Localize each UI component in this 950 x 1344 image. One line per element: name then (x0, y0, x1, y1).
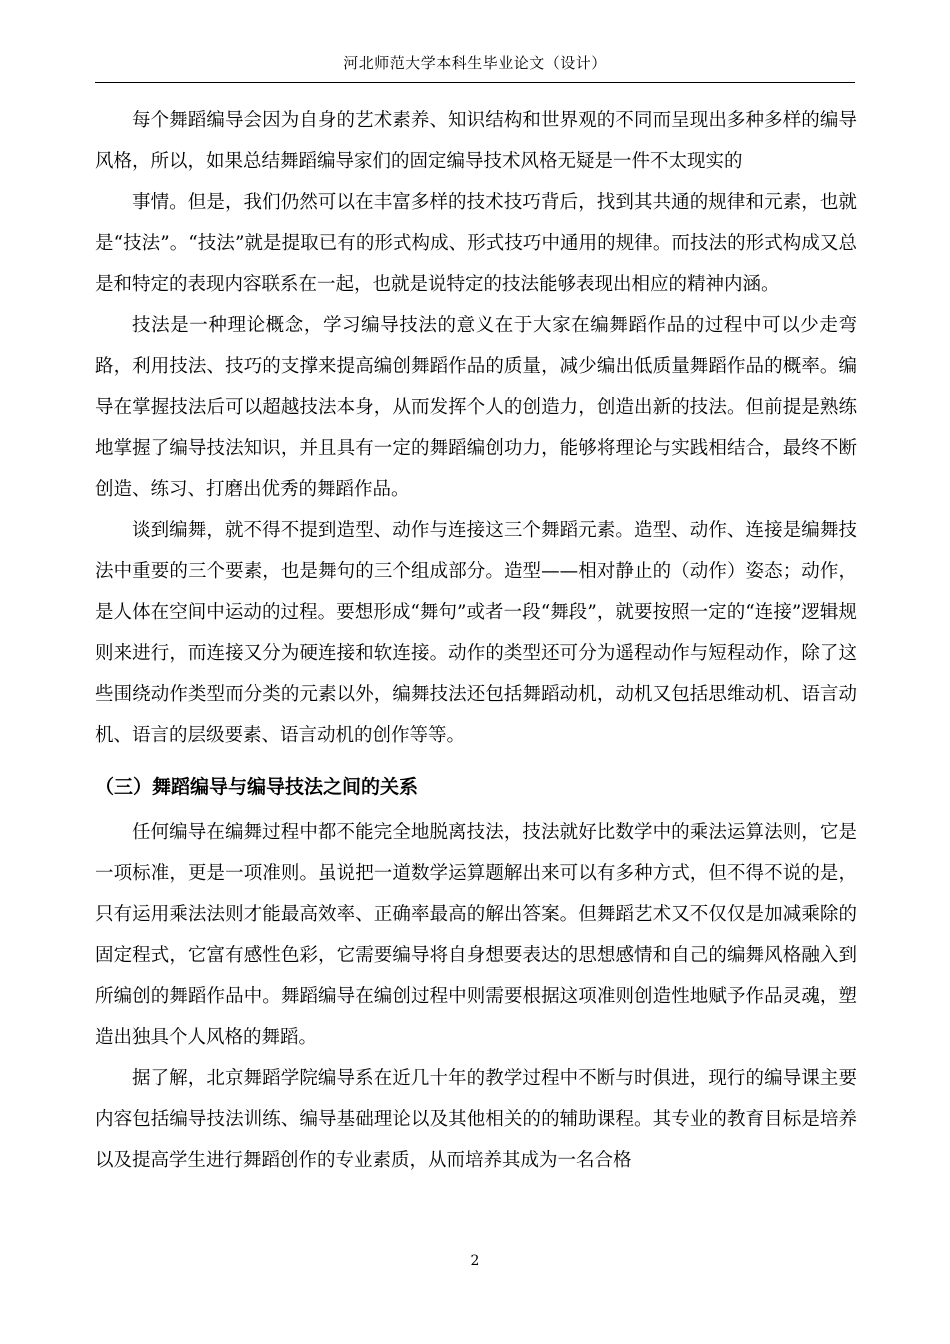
header-divider (95, 82, 855, 83)
paragraph: 技法是一种理论概念，学习编导技法的意义在于大家在编舞蹈作品的过程中可以少走弯路，利用技法、技巧的支撑来提高编创舞蹈作品的质量，减少编出低质量舞蹈作品的概率。编导在掌握技法后可以超越技法本身，从而发挥个人的创造力，创造出新的技法。但前提是熟练地掌握了编导技法知识，并且具有一定的舞蹈编创功力，能够将理论与实践相结合，最终不断创造、练习、打磨出优秀的舞蹈作品。 (95, 315, 857, 500)
page-header-title: 河北师范大学本科生毕业论文（设计） (343, 54, 607, 72)
paragraph: 事情。但是，我们仍然可以在丰富多样的技术技巧背后，找到其共通的规律和元素，也就是“技法”。“技法”就是提取已有的形式构成、形式技巧中通用的规律。而技法的形式构成又总是和特定的表现内容联系在一起，也就是说特定的技法能够表现出相应的精神内涵。 (95, 192, 857, 295)
page-number: 2 (470, 1253, 480, 1269)
paragraph: 任何编导在编舞过程中都不能完全地脱离技法，技法就好比数学中的乘法运算法则，它是一项标准，更是一项准则。虽说把一道数学运算题解出来可以有多种方式，但不得不说的是，只有运用乘法法则才能最高效率、正确率最高的解出答案。但舞蹈艺术又不仅仅是加减乘除的固定程式，它富有感性色彩，它需要编导将自身想要表达的思想感情和自己的编舞风格融入到所编创的舞蹈作品中。舞蹈编导在编创过程中则需要根据这项准则创造性地赋予作品灵魂，塑造出独具个人风格的舞蹈。 (95, 822, 857, 1048)
section-heading: （三）舞蹈编导与编导技法之间的关系 (95, 776, 419, 798)
paragraph: 每个舞蹈编导会因为自身的艺术素养、知识结构和世界观的不同而呈现出多种多样的编导风格，所以，如果总结舞蹈编导家们的固定编导技术风格无疑是一件不太现实的 (95, 110, 857, 172)
paragraph: 据了解，北京舞蹈学院编导系在近几十年的教学过程中不断与时俱进，现行的编导课主要内容包括编导技法训练、编导基础理论以及其他相关的的辅助课程。其专业的教育目标是培养以及提高学生进行舞蹈创作的专业素质，从而培养其成为一名合格 (95, 1068, 857, 1171)
document-body (95, 100, 857, 1181)
paragraph: 谈到编舞，就不得不提到造型、动作与连接这三个舞蹈元素。造型、动作、连接是编舞技法中重要的三个要素，也是舞句的三个组成部分。造型——相对静止的（动作）姿态；动作，是人体在空间中运动的过程。要想形成“舞句”或者一段“舞段”，就要按照一定的“连接”逻辑规则来进行，而连接又分为硬连接和软连接。动作的类型还可分为遥程动作与短程动作，除了这些围绕动作类型而分类的元素以外，编舞技法还包括舞蹈动机，动机又包括思维动机、语言动机、语言的层级要素、语言动机的创作等等。 (95, 520, 857, 746)
